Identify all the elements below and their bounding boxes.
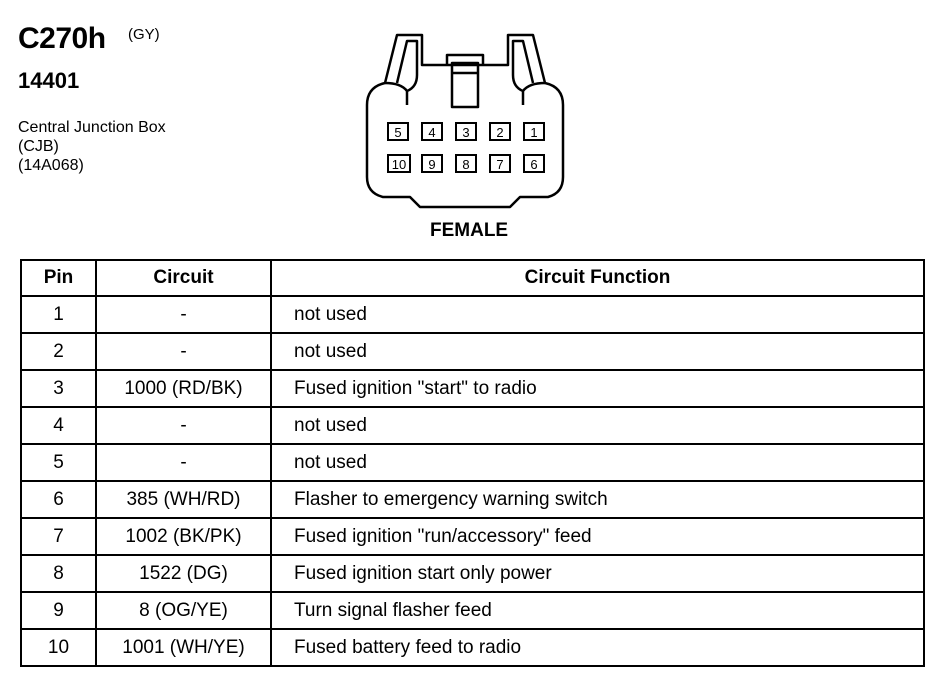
circuit-cell: 1000 (RD/BK) — [96, 370, 271, 407]
pin-number: 8 — [462, 157, 470, 172]
pin-cell: 5 — [21, 444, 96, 481]
pin-cell: 3 — [21, 370, 96, 407]
pin-number: 9 — [428, 157, 436, 172]
pin-number: 7 — [496, 157, 504, 172]
pin-cell: 1 — [21, 296, 96, 333]
description-line: (14A068) — [18, 157, 84, 174]
pin-number: 2 — [496, 125, 504, 140]
circuit-cell: 1002 (BK/PK) — [96, 518, 271, 555]
pin-number: 6 — [530, 157, 538, 172]
pin-cell: 2 — [21, 333, 96, 370]
function-cell: Fused ignition start only power — [271, 555, 924, 592]
function-cell: Fused ignition "run/accessory" feed — [271, 518, 924, 555]
pin-cell: 4 — [21, 407, 96, 444]
connector-face-diagram — [355, 25, 585, 215]
table-row — [21, 629, 924, 666]
pin-cell: 6 — [21, 481, 96, 518]
function-cell: not used — [271, 333, 924, 370]
table-row — [21, 518, 924, 555]
circuit-cell: - — [96, 444, 271, 481]
table-row — [21, 407, 924, 444]
color-code: (GY) — [128, 26, 160, 43]
connector-description — [18, 118, 166, 175]
part-number: 14401 — [18, 68, 80, 93]
pin-number: 5 — [394, 125, 402, 140]
table-row — [21, 333, 924, 370]
circuit-cell: - — [96, 296, 271, 333]
connector-id: C270h — [18, 22, 106, 55]
table-row — [21, 481, 924, 518]
pin-number: 4 — [428, 125, 436, 140]
pin-cell: 7 — [21, 518, 96, 555]
table-row — [21, 592, 924, 629]
circuit-cell: 1001 (WH/YE) — [96, 629, 271, 666]
circuit-cell: 385 (WH/RD) — [96, 481, 271, 518]
pinout-table — [20, 259, 925, 667]
circuit-cell: - — [96, 407, 271, 444]
connector-gender-label: FEMALE — [430, 220, 509, 241]
table-header-row — [21, 260, 924, 296]
table-row — [21, 296, 924, 333]
table-row — [21, 370, 924, 407]
pin-number: 3 — [462, 125, 470, 140]
function-cell: not used — [271, 296, 924, 333]
table-row — [21, 555, 924, 592]
pin-cell: 10 — [21, 629, 96, 666]
circuit-cell: 8 (OG/YE) — [96, 592, 271, 629]
function-cell: Flasher to emergency warning switch — [271, 481, 924, 518]
function-cell: Turn signal flasher feed — [271, 592, 924, 629]
pin-number: 10 — [391, 157, 407, 172]
column-header-pin: Pin — [21, 260, 96, 296]
column-header-function: Circuit Function — [271, 260, 924, 296]
circuit-cell: 1522 (DG) — [96, 555, 271, 592]
pin-cell: 8 — [21, 555, 96, 592]
function-cell: not used — [271, 407, 924, 444]
function-cell: Fused battery feed to radio — [271, 629, 924, 666]
pin-number: 1 — [530, 125, 538, 140]
description-line: Central Junction Box — [18, 119, 166, 136]
circuit-cell: - — [96, 333, 271, 370]
description-line: (CJB) — [18, 138, 59, 155]
function-cell: not used — [271, 444, 924, 481]
table-row — [21, 444, 924, 481]
column-header-circuit: Circuit — [96, 260, 271, 296]
function-cell: Fused ignition "start" to radio — [271, 370, 924, 407]
pin-cell: 9 — [21, 592, 96, 629]
